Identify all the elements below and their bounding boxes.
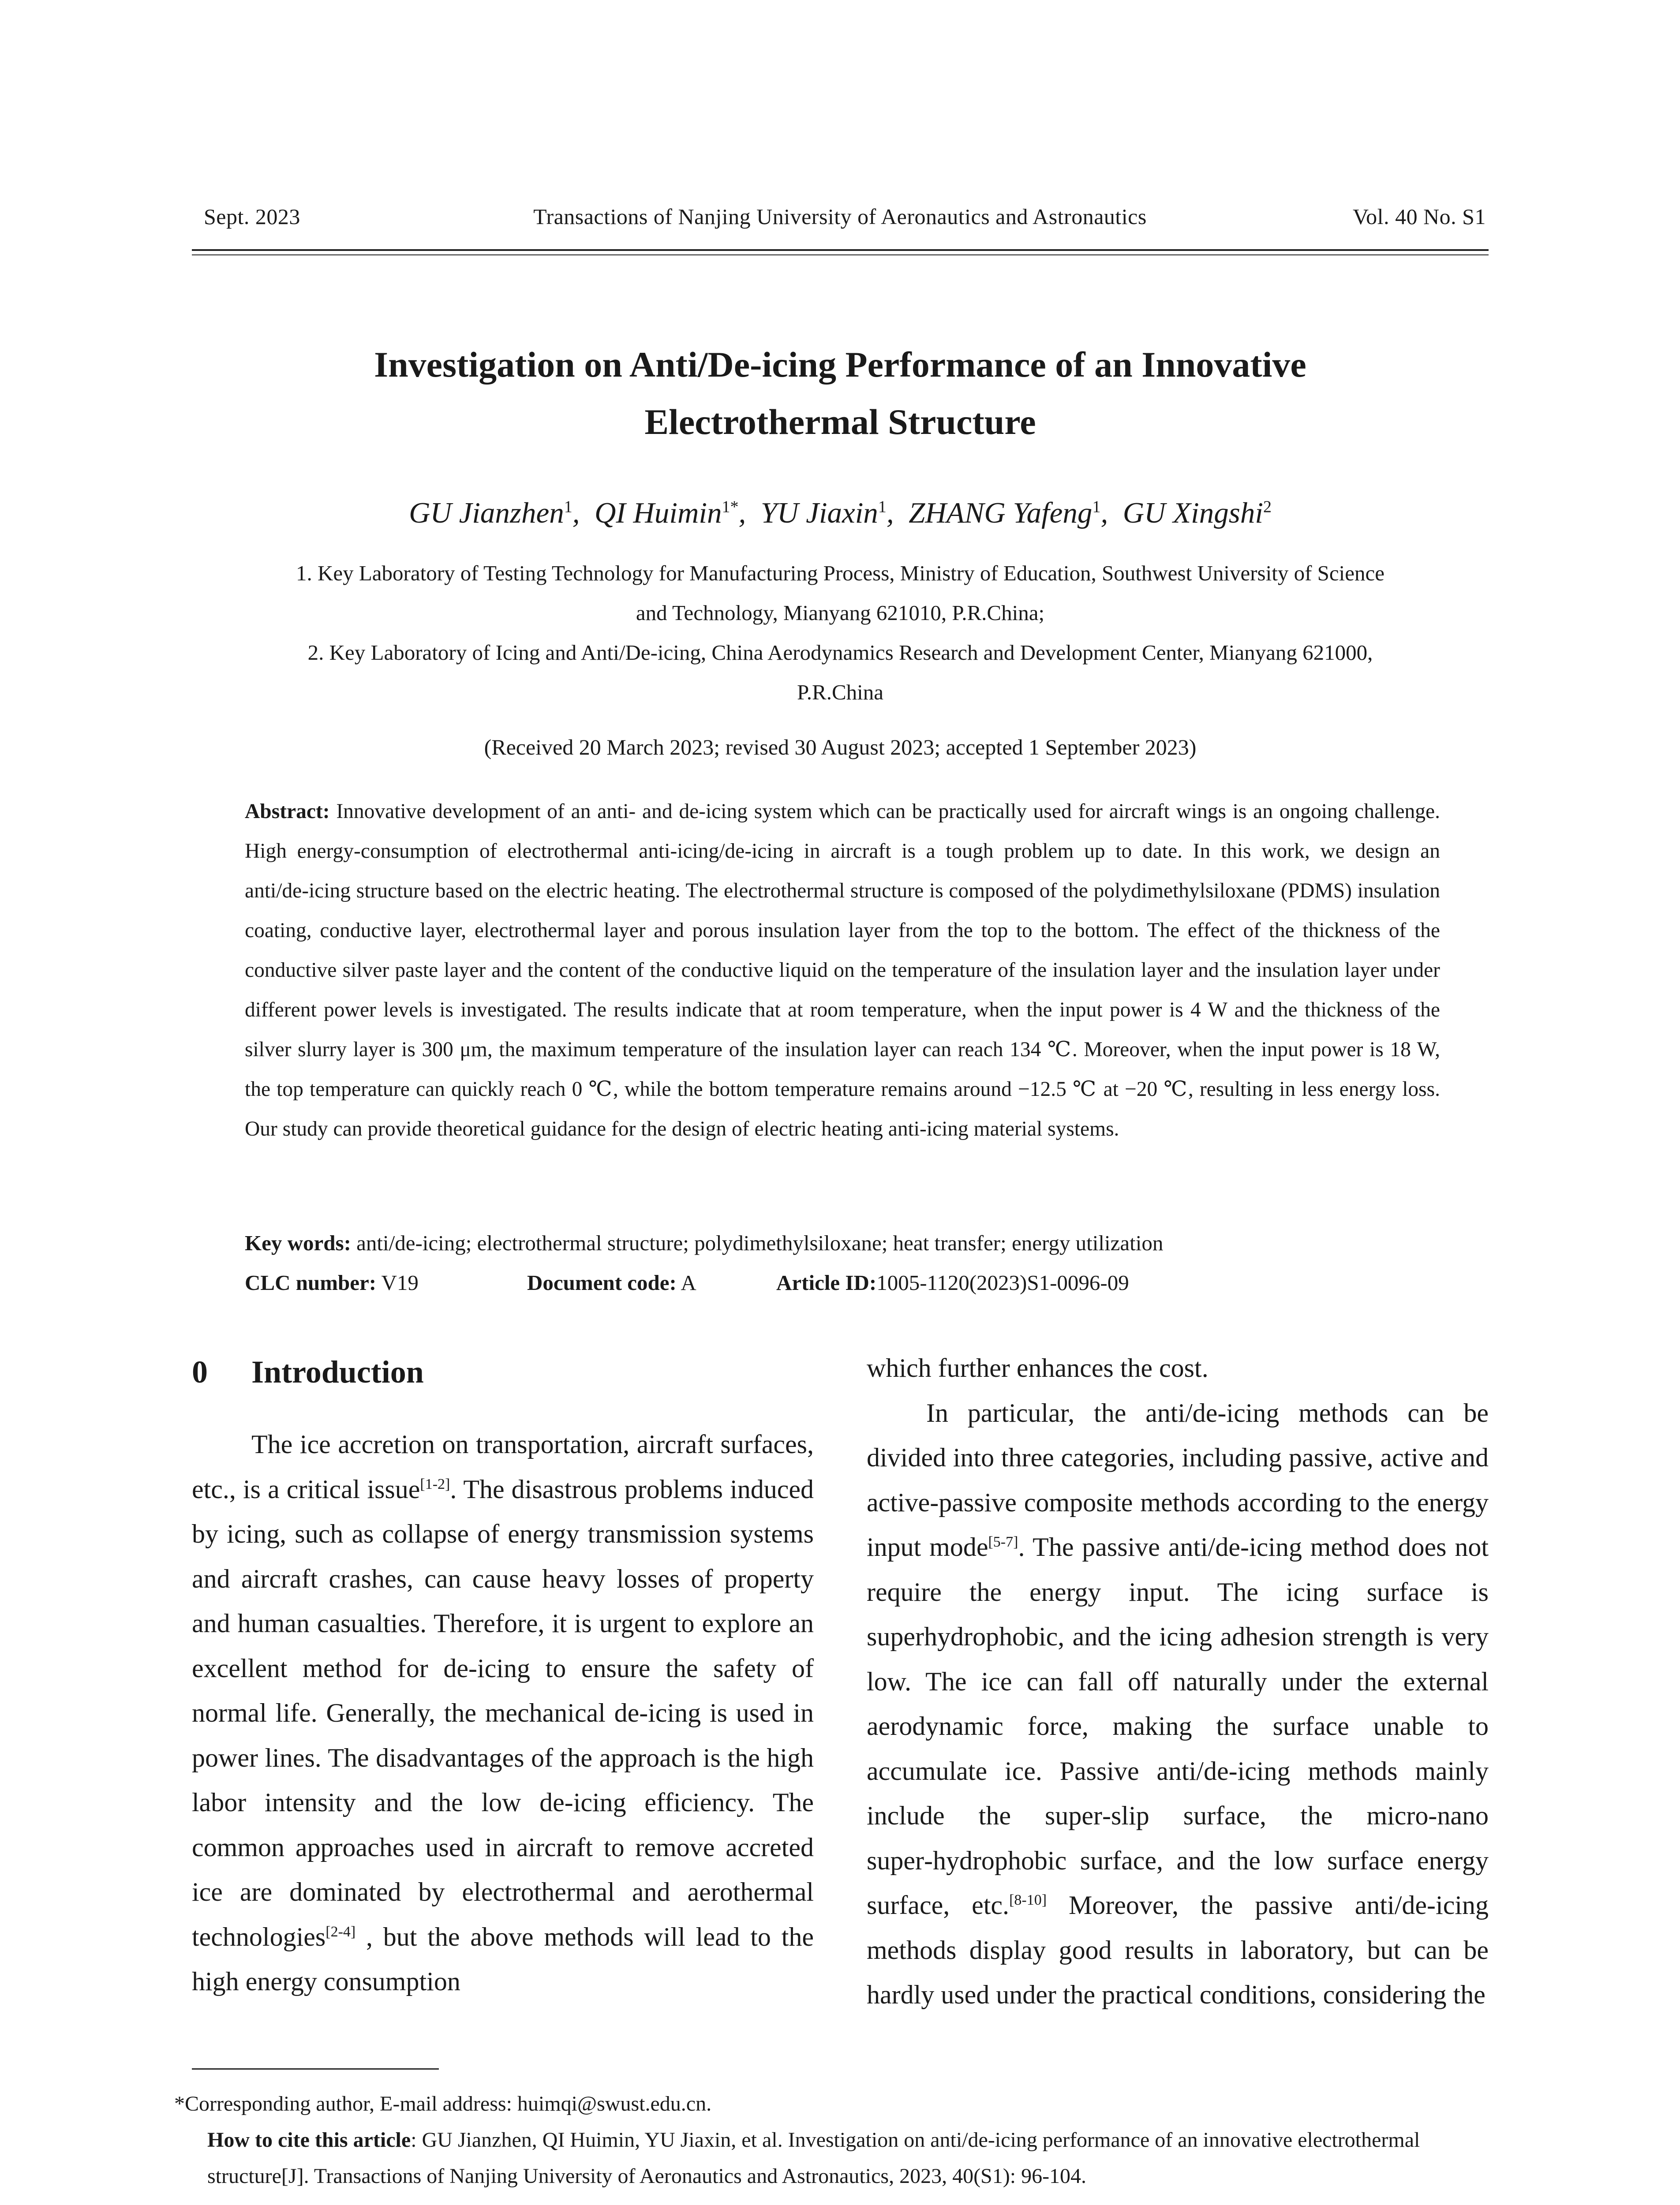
author-affil-mark: 1 [878, 497, 887, 516]
paragraph-text: Moreover, the passive anti/de‑icing methods display good results in laboratory, but can be hardly used under the practical conditions, considering the [867, 1891, 1489, 2009]
affiliations [192, 553, 1489, 712]
paragraph-text: . The passive anti/de‑icing method does not require the energy input. The icing surface is superhydrophobic, and the icing adhesion strength is very low. The ice can fall off naturally under the external aerodynamic force, making the surface unable to accumulate ice. Passive anti/de‑icing methods mainly include the super‑slip surface, the micro‑nano super‑hydrophobic surface, and the low surface energy surface, etc. [867, 1532, 1489, 1920]
citation-note-text: : GU Jianzhen, QI Huimin, YU Jiaxin, et al. Investigation on anti/de‑icing performance of an innovative electrothermal structure[J]. Transactions of Nanjing University of Aeronautics and Astronautics, 2023, 40(S1): 96‑104. [207, 2128, 1420, 2188]
citation-note-label: How to cite this article [207, 2128, 411, 2152]
citation-note [207, 2122, 1486, 2194]
section-heading [192, 1354, 424, 1390]
affiliation-2-line2: P.R.China [797, 680, 884, 704]
document-code-label: Document code: [527, 1271, 677, 1295]
header-rule-bottom [192, 254, 1489, 255]
keywords-text: anti/de‑icing; electrothermal structure; polydimethylsiloxane; heat transfer; energy utilization [351, 1231, 1164, 1255]
affiliation-1-line2: and Technology, Mianyang 621010, P.R.China; [636, 601, 1045, 625]
affiliation-1-line1: 1. Key Laboratory of Testing Technology for Manufacturing Process, Ministry of Education, Southwest University of Science [296, 561, 1385, 585]
body-column-left [192, 1422, 814, 2004]
paragraph-text: The ice accretion on transportation, aircraft surfaces, etc., is a critical issue [192, 1430, 814, 1504]
document-code-value: A [676, 1271, 696, 1295]
doi-link[interactable] [207, 2198, 1486, 2205]
article-id-value: 1005‑1120(2023)S1‑0096‑09 [876, 1271, 1129, 1295]
received-dates: (Received 20 March 2023; revised 30 August 2023; accepted 1 September 2023) [484, 735, 1197, 759]
body-column-right [867, 1346, 1489, 2018]
paragraph-continuation: which further enhances the cost. [867, 1353, 1209, 1383]
footnote-rule [192, 2068, 439, 2070]
section-number: 0 [192, 1354, 208, 1390]
author-name: ZHANG Yafeng [909, 497, 1093, 529]
paper-title-line2: Electrothermal Structure [644, 402, 1036, 442]
affiliation-2-line1: 2. Key Laboratory of Icing and Anti/De‑icing, China Aerodynamics Research and Development Center, Mianyang 621000, [307, 640, 1373, 665]
citation-ref[interactable]: [2‑4] [326, 1923, 356, 1940]
author-name: GU Jianzhen [409, 497, 564, 529]
abstract-label: Abstract: [245, 800, 330, 823]
author-list: GU Jianzhen$^1$, QI Huimin$^{1*}$, YU Jiaxin$^1$, ZHANG Yafeng$^1$, GU Xingshi$^2$ [409, 497, 1272, 529]
clc-value: V19 [376, 1271, 419, 1295]
paper-title [192, 336, 1489, 451]
classification-line [245, 1270, 1440, 1295]
paragraph-text: . The disastrous problems induced by icing, such as collapse of energy transmission systems and aircraft crashes, can cause heavy losses of property and human casualties. Therefore, it is urgent to explore an excellent method for de‑icing to ensure the safety of normal life. Generally, the mechanical de‑icing is used in power lines. The disadvantages of the approach is the high labor intensity and the low de‑icing efficiency. The common approaches used in aircraft to remove accreted ice are dominated by electrothermal and aerothermal technologies [192, 1474, 814, 1951]
keywords [245, 1230, 1440, 1256]
article-id-label: Article ID: [776, 1271, 877, 1295]
citation-ref[interactable]: [1‑2] [420, 1476, 450, 1492]
citation-ref[interactable]: [8‑10] [1009, 1892, 1047, 1908]
paragraph-text: In particular, the anti/de‑icing methods can be divided into three categories, including passive, active and active‑passive composite methods according to the energy input mode [867, 1398, 1489, 1562]
author-affil-mark: 1* [722, 497, 739, 516]
paragraph [192, 1422, 814, 2004]
header-date: Sept. 2023 [204, 204, 300, 229]
paragraph-text: , but the above methods will lead to the high energy consumption [192, 1922, 814, 1996]
author-affil-mark: 1 [1092, 497, 1101, 516]
header-rule-top [192, 249, 1489, 251]
corresponding-author-note: *Corresponding author, E‑mail address: huimqi@swust.edu.cn. [174, 2092, 712, 2115]
keywords-label: Key words: [245, 1231, 351, 1255]
abstract-text: Innovative development of an anti‑ and de‑icing system which can be practically used for aircraft wings is an ongoing challenge. High energy‑consumption of electrothermal anti‑icing/de‑icing in aircraft is a tough problem up to date. In this work, we design an anti/de‑icing structure based on the electric heating. The electrothermal structure is composed of the polydimethylsiloxane (PDMS) insulation coating, conductive layer, electrothermal layer and porous insulation layer from the top to the bottom. The effect of the thickness of the conductive silver paste layer and the content of the conductive liquid on the temperature of the insulation layer and the insulation layer under different power levels is investigated. The results indicate that at room temperature, when the input power is 4 W and the thickness of the silver slurry layer is 300 μm, the maximum temperature of the insulation layer can reach 134 ℃. Moreover, when the input power is 18 W, the top temperature can quickly reach 0 ℃, while the bottom temperature remains around −12.5 ℃ at −20 ℃, resulting in less energy loss. Our study can provide theoretical guidance for the design of electric heating anti‑icing material systems. [245, 800, 1440, 1140]
author-name: YU Jiaxin [760, 497, 878, 529]
clc-label: CLC number: [245, 1271, 377, 1295]
citation-ref[interactable]: [5‑7] [988, 1534, 1018, 1550]
section-title: Introduction [251, 1354, 424, 1390]
author-name: QI Huimin [595, 497, 722, 529]
author-name: GU Xingshi [1122, 497, 1263, 529]
header-journal: Transactions of Nanjing University of Aeronautics and Astronautics [533, 204, 1147, 229]
author-affil-mark: 2 [1263, 497, 1272, 516]
paragraph [867, 1391, 1489, 2018]
header-volume: Vol. 40 No. S1 [1353, 204, 1486, 229]
author-affil-mark: 1 [564, 497, 572, 516]
abstract [245, 792, 1440, 1149]
paper-title-line1: Investigation on Anti/De‑icing Performance of an Innovative [374, 344, 1306, 385]
